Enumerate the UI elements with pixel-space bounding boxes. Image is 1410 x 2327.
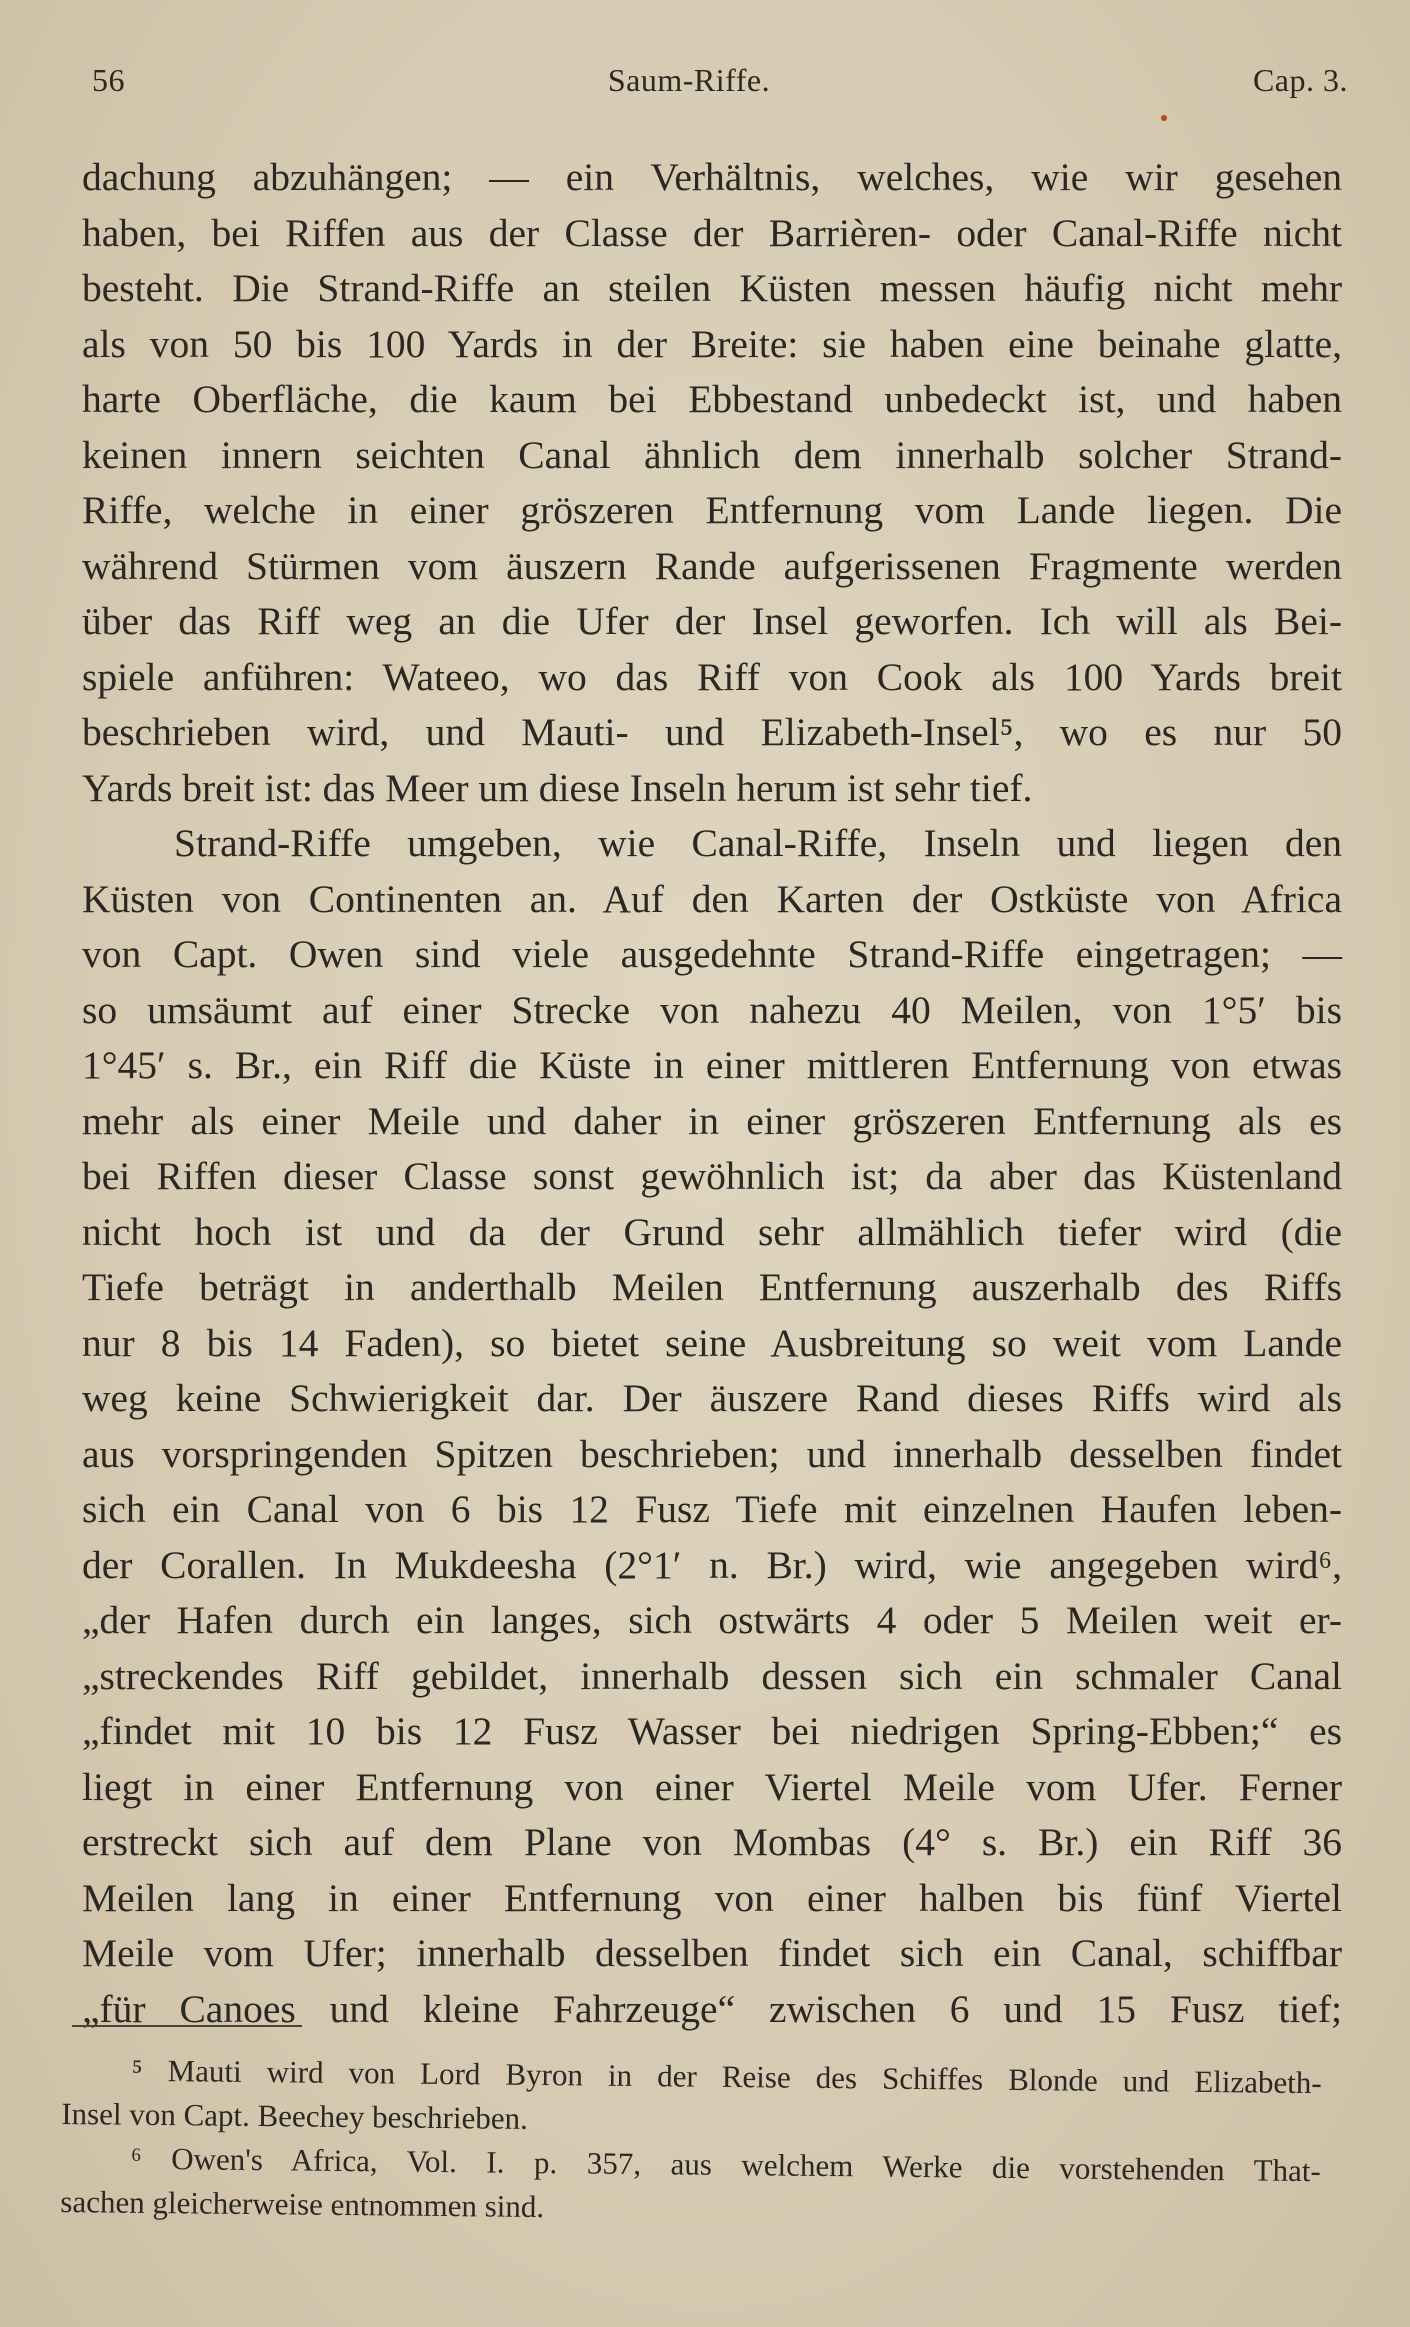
text-line: harte Oberfläche, die kaum bei Ebbestand unbedeckt ist, und haben bbox=[82, 377, 1342, 421]
text-line: „findet mit 10 bis 12 Fusz Wasser bei niedrigen Spring-Ebben;“ es bbox=[82, 1709, 1342, 1753]
text-line: dachung abzuhängen; — ein Verhältnis, welches, wie wir gesehen bbox=[82, 155, 1342, 199]
text-line: besteht. Die Strand-Riffe an steilen Küsten messen häufig nicht mehr bbox=[82, 266, 1342, 310]
running-title: Saum-Riffe. bbox=[607, 62, 771, 98]
text-line: der Corallen. In Mukdeesha (2°1′ n. Br.) wird, wie angegeben wird⁶, bbox=[82, 1542, 1342, 1587]
text-line: weg keine Schwierigkeit dar. Der äuszere Rand dieses Riffs wird als bbox=[82, 1376, 1342, 1420]
text-line: so umsäumt auf einer Strecke von nahezu 40 Meilen, von 1°5′ bis bbox=[82, 987, 1342, 1032]
ink-speck bbox=[1161, 115, 1167, 121]
text-line: haben, bei Riffen aus der Classe der Barrièren- oder Canal-Riffe nicht bbox=[82, 210, 1342, 255]
footnote-5-line: Insel von Capt. Beechey beschrieben. bbox=[61, 2095, 529, 2136]
footnote-6-line: ⁶ Owen's Africa, Vol. I. p. 357, aus welchem Werke die vorstehenden That- bbox=[130, 2140, 1321, 2189]
chapter-label: Cap. 3. bbox=[1252, 62, 1348, 98]
footnote-6-line: sachen gleicherweise entnommen sind. bbox=[60, 2183, 545, 2225]
text-line: von Capt. Owen sind viele ausgedehnte Strand-Riffe eingetragen; — bbox=[82, 932, 1342, 976]
text-line: „für Canoes und kleine Fahrzeuge“ zwischen 6 und 15 Fusz tief; bbox=[82, 1986, 1342, 2031]
text-line: 1°45′ s. Br., ein Riff die Küste in einer mittleren Entfernung von etwas bbox=[82, 1043, 1342, 1087]
text-line: während Stürmen vom äuszern Rande aufgerissenen Fragmente werden bbox=[82, 543, 1342, 588]
text-line: aus vorspringenden Spitzen beschrieben; und innerhalb desselben findet bbox=[82, 1431, 1342, 1476]
footnote-divider bbox=[72, 2025, 302, 2027]
footnote-5-line: ⁵ Mauti wird von Lord Byron in der Reise des Schiffes Blonde und Elizabeth- bbox=[131, 2052, 1322, 2101]
text-line: Meilen lang in einer Entfernung von einer halben bis fünf Viertel bbox=[82, 1875, 1342, 1920]
text-line: liegt in einer Entfernung von einer Viertel Meile vom Ufer. Ferner bbox=[82, 1764, 1342, 1809]
text-line: beschrieben wird, und Mauti- und Elizabeth-Insel⁵, wo es nur 50 bbox=[82, 710, 1342, 754]
text-line: Küsten von Continenten an. Auf den Karten der Ostküste von Africa bbox=[82, 876, 1342, 921]
text-line: keinen innern seichten Canal ähnlich dem innerhalb solcher Strand- bbox=[82, 432, 1342, 477]
text-line: erstreckt sich auf dem Plane von Mombas (4° s. Br.) ein Riff 36 bbox=[82, 1820, 1342, 1864]
text-line: sich ein Canal von 6 bis 12 Fusz Tiefe mit einzelnen Haufen leben- bbox=[82, 1487, 1342, 1531]
text-line: über das Riff weg an die Ufer der Insel geworfen. Ich will als Bei- bbox=[82, 599, 1342, 643]
text-line: „streckendes Riff gebildet, innerhalb dessen sich ein schmaler Canal bbox=[82, 1653, 1342, 1698]
text-line: Tiefe beträgt in anderthalb Meilen Entfernung auszerhalb des Riffs bbox=[82, 1265, 1342, 1309]
paragraph-start-line: Strand-Riffe umgeben, wie Canal-Riffe, Inseln und liegen den bbox=[174, 821, 1342, 865]
text-line: mehr als einer Meile und daher in einer gröszeren Entfernung als es bbox=[82, 1098, 1342, 1143]
text-line: nicht hoch ist und da der Grund sehr allmählich tiefer wird (die bbox=[82, 1209, 1342, 1254]
body-text bbox=[82, 150, 1342, 2037]
text-line: nur 8 bis 14 Faden), so bietet seine Ausbreitung so weit vom Lande bbox=[82, 1320, 1342, 1365]
text-line: als von 50 bis 100 Yards in der Breite: sie haben eine beinahe glatte, bbox=[82, 321, 1342, 366]
footnotes bbox=[60, 2048, 1322, 2237]
text-line: Riffe, welche in einer gröszeren Entfernung vom Lande liegen. Die bbox=[82, 488, 1342, 532]
paragraph-end-line: Yards breit ist: das Meer um diese Inseln herum ist sehr tief. bbox=[82, 765, 1033, 810]
page-number: 56 bbox=[92, 62, 125, 98]
text-line: Meile vom Ufer; innerhalb desselben findet sich ein Canal, schiffbar bbox=[82, 1931, 1342, 1975]
text-line: „der Hafen durch ein langes, sich ostwärts 4 oder 5 Meilen weit er- bbox=[82, 1598, 1342, 1642]
text-line: bei Riffen dieser Classe sonst gewöhnlich ist; da aber das Küstenland bbox=[82, 1154, 1342, 1198]
text-line: spiele anführen: Wateeo, wo das Riff von Cook als 100 Yards breit bbox=[82, 654, 1342, 699]
page-header bbox=[92, 62, 1348, 112]
